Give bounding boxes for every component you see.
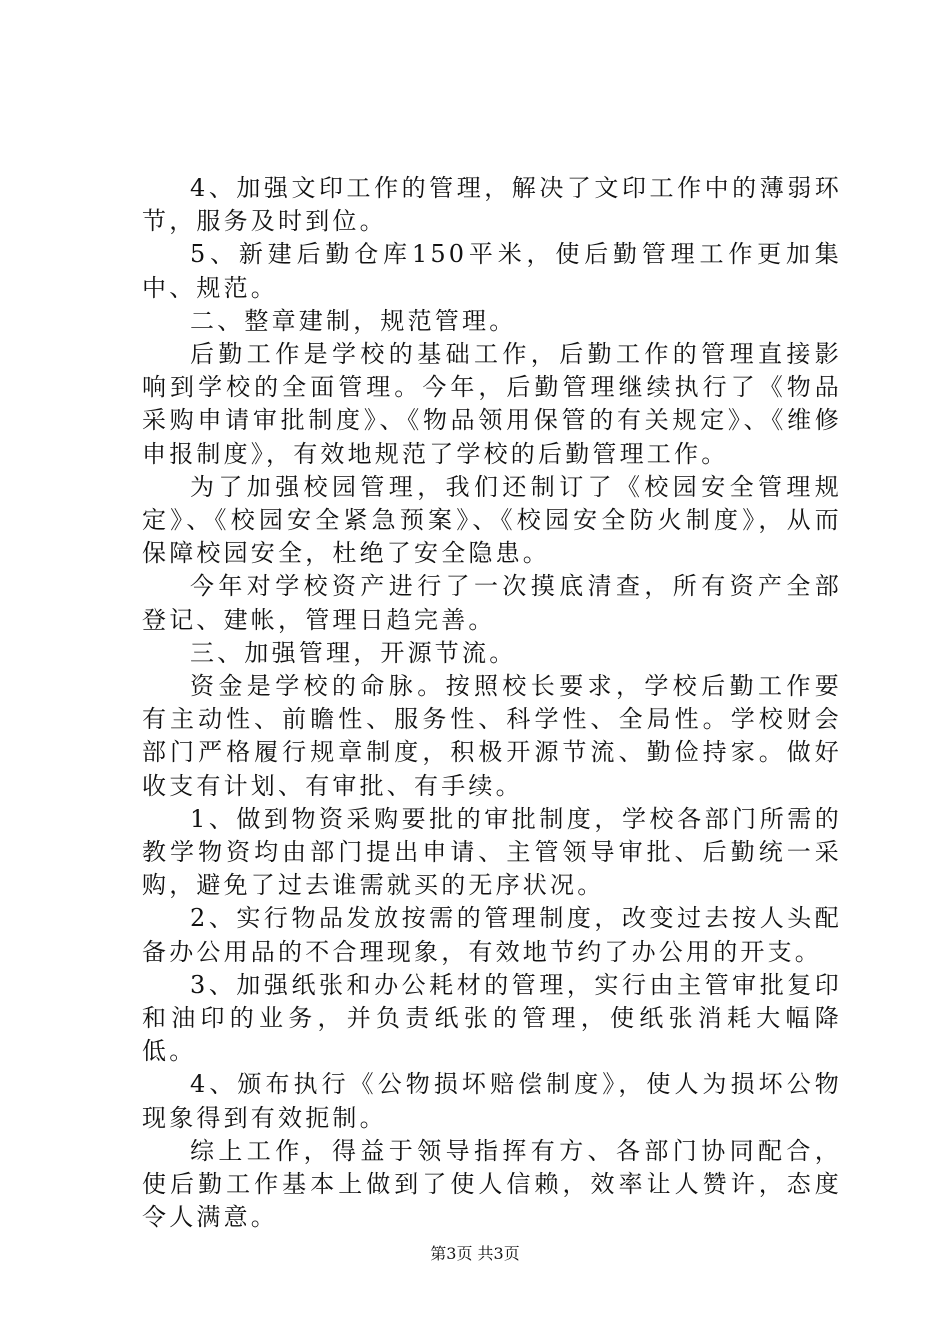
paragraph: 资金是学校的命脉。按照校长要求，学校后勤工作要有主动性、前瞻性、服务性、科学性、全局性。学校财会部门严格履行规章制度，积极开源节流、勤俭持家。做好收支有计划、有审批、有手续。 (142, 672, 842, 800)
paragraph: 4、加强文印工作的管理，解决了文印工作中的薄弱环节，服务及时到位。 (142, 174, 842, 236)
paragraph: 今年对学校资产进行了一次摸底清查，所有资产全部登记、建帐，管理日趋完善。 (142, 572, 842, 634)
paragraph: 2、实行物品发放按需的管理制度，改变过去按人头配备办公用品的不合理现象，有效地节约了办公用的开支。 (142, 904, 842, 966)
document-body (142, 172, 842, 1235)
paragraph: 后勤工作是学校的基础工作，后勤工作的管理直接影响到学校的全面管理。今年，后勤管理继续执行了《物品采购申请审批制度》、《物品领用保管的有关规定》、《维修申报制度》，有效地规范了学校的后勤管理工作。 (142, 340, 842, 468)
paragraph: 综上工作，得益于领导指挥有方、各部门协同配合，使后勤工作基本上做到了使人信赖，效率让人赞许，态度令人满意。 (142, 1136, 842, 1232)
paragraph: 1、做到物资采购要批的审批制度，学校各部门所需的教学物资均由部门提出申请、主管领导审批、后勤统一采购，避免了过去谁需就买的无序状况。 (142, 804, 842, 900)
paragraph: 4、颁布执行《公物损坏赔偿制度》，使人为损坏公物现象得到有效扼制。 (142, 1070, 842, 1132)
paragraph: 3、加强纸张和办公耗材的管理，实行由主管审批复印和油印的业务，并负责纸张的管理，使纸张消耗大幅降低。 (142, 970, 842, 1066)
paragraph: 5、新建后勤仓库150平米，使后勤管理工作更加集中、规范。 (142, 240, 842, 302)
section-heading: 三、加强管理，开源节流。 (190, 638, 517, 667)
paragraph: 为了加强校园管理，我们还制订了《校园安全管理规定》、《校园安全紧急预案》、《校园安全防火制度》，从而保障校园安全，杜绝了安全隐患。 (142, 472, 842, 568)
section-heading: 二、整章建制，规范管理。 (190, 306, 517, 335)
page-number-footer: 第3页 共3页 (430, 1244, 520, 1263)
